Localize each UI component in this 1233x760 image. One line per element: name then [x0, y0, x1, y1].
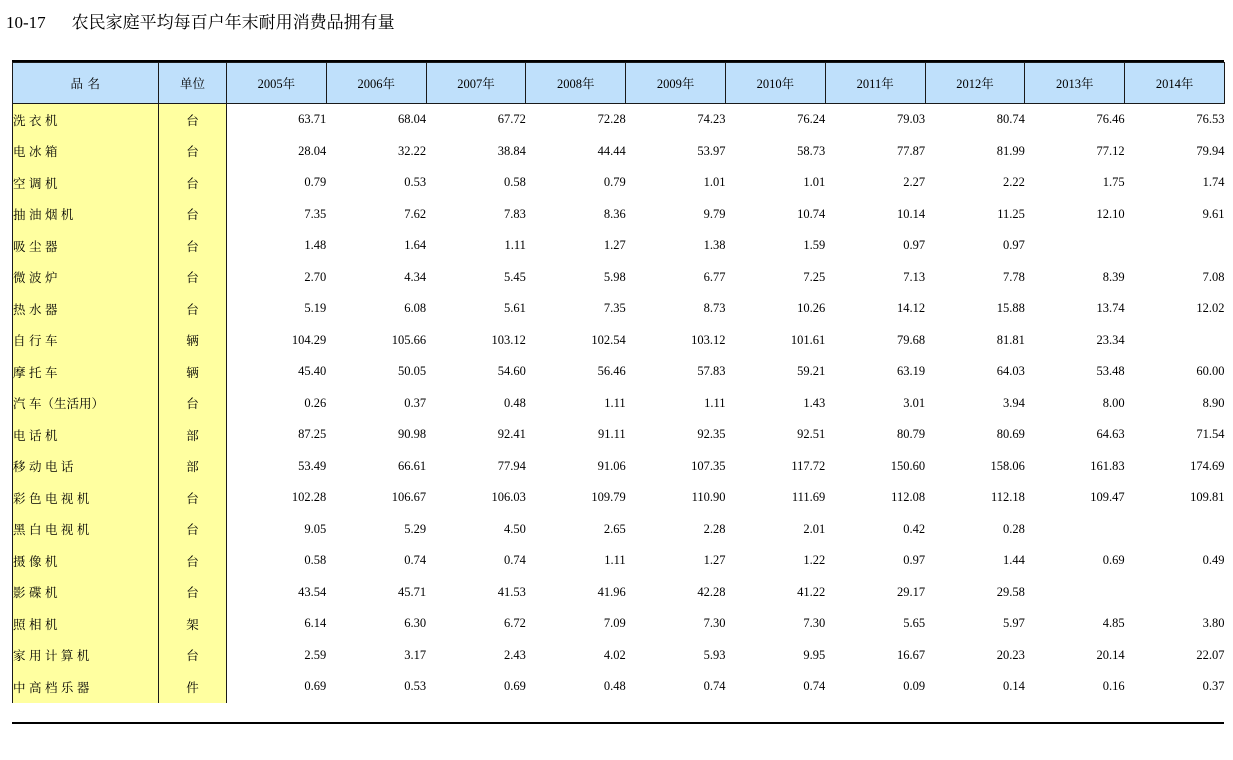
cell-value: 0.58: [227, 545, 327, 577]
cell-value: 16.67: [825, 640, 925, 672]
table-row: [13, 199, 1225, 231]
cell-value: 7.30: [626, 608, 726, 640]
cell-value: [1125, 325, 1225, 357]
cell-value: 174.69: [1125, 451, 1225, 483]
cell-value: 1.44: [925, 545, 1025, 577]
cell-value: 59.21: [725, 356, 825, 388]
cell-value: 10.74: [725, 199, 825, 231]
table-row: [13, 325, 1225, 357]
cell-value: 92.35: [626, 419, 726, 451]
durable-goods-table: [12, 62, 1225, 703]
cell-value: 76.24: [725, 104, 825, 136]
cell-value: 5.61: [426, 293, 526, 325]
cell-value: 0.69: [1025, 545, 1125, 577]
table-row: [13, 293, 1225, 325]
cell-value: 63.71: [227, 104, 327, 136]
cell-value: 67.72: [426, 104, 526, 136]
cell-value: 60.00: [1125, 356, 1225, 388]
cell-value: 1.11: [526, 545, 626, 577]
cell-value: 3.01: [825, 388, 925, 420]
table-row: [13, 136, 1225, 168]
cell-value: 0.37: [326, 388, 426, 420]
cell-value: 3.94: [925, 388, 1025, 420]
cell-value: 4.85: [1025, 608, 1125, 640]
row-label: 空 调 机: [13, 167, 159, 199]
cell-value: [1025, 577, 1125, 609]
table-row: [13, 104, 1225, 136]
cell-value: 58.73: [725, 136, 825, 168]
table-row: [13, 640, 1225, 672]
cell-value: 1.43: [725, 388, 825, 420]
cell-value: 2.59: [227, 640, 327, 672]
table-row: [13, 419, 1225, 451]
cell-value: 53.49: [227, 451, 327, 483]
row-unit: 架: [159, 608, 227, 640]
cell-value: 7.78: [925, 262, 1025, 294]
cell-value: 109.79: [526, 482, 626, 514]
cell-value: 158.06: [925, 451, 1025, 483]
cell-value: 77.12: [1025, 136, 1125, 168]
cell-value: 91.11: [526, 419, 626, 451]
row-unit: 台: [159, 262, 227, 294]
header-year-2005: 2005年: [227, 63, 327, 104]
cell-value: 110.90: [626, 482, 726, 514]
cell-value: 109.81: [1125, 482, 1225, 514]
cell-value: 8.39: [1025, 262, 1125, 294]
row-label: 中 高 档 乐 器: [13, 671, 159, 703]
cell-value: 0.37: [1125, 671, 1225, 703]
table-row: [13, 482, 1225, 514]
cell-value: 7.35: [526, 293, 626, 325]
row-label: 摩 托 车: [13, 356, 159, 388]
cell-value: 4.02: [526, 640, 626, 672]
row-unit: 台: [159, 388, 227, 420]
cell-value: 0.49: [1125, 545, 1225, 577]
cell-value: 81.81: [925, 325, 1025, 357]
cell-value: 1.22: [725, 545, 825, 577]
cell-value: 8.90: [1125, 388, 1225, 420]
cell-value: 0.53: [326, 671, 426, 703]
cell-value: 2.65: [526, 514, 626, 546]
cell-value: 105.66: [326, 325, 426, 357]
cell-value: 81.99: [925, 136, 1025, 168]
header-year-2009: 2009年: [626, 63, 726, 104]
cell-value: 102.28: [227, 482, 327, 514]
cell-value: 103.12: [626, 325, 726, 357]
cell-value: 5.19: [227, 293, 327, 325]
cell-value: 6.30: [326, 608, 426, 640]
cell-value: 5.97: [925, 608, 1025, 640]
cell-value: 5.98: [526, 262, 626, 294]
cell-value: 10.26: [725, 293, 825, 325]
header-row: [13, 63, 1225, 104]
cell-value: 0.69: [227, 671, 327, 703]
cell-value: 7.30: [725, 608, 825, 640]
cell-value: 66.61: [326, 451, 426, 483]
row-unit: 台: [159, 104, 227, 136]
table-row: [13, 671, 1225, 703]
cell-value: 2.70: [227, 262, 327, 294]
cell-value: 7.35: [227, 199, 327, 231]
cell-value: 90.98: [326, 419, 426, 451]
cell-value: 112.08: [825, 482, 925, 514]
row-label: 热 水 器: [13, 293, 159, 325]
cell-value: 2.22: [925, 167, 1025, 199]
cell-value: 9.95: [725, 640, 825, 672]
cell-value: 1.01: [725, 167, 825, 199]
cell-value: 4.50: [426, 514, 526, 546]
row-unit: 台: [159, 577, 227, 609]
cell-value: 1.48: [227, 230, 327, 262]
cell-value: 6.77: [626, 262, 726, 294]
row-unit: 部: [159, 451, 227, 483]
cell-value: 8.73: [626, 293, 726, 325]
table-row: [13, 388, 1225, 420]
row-label: 抽 油 烟 机: [13, 199, 159, 231]
cell-value: 74.23: [626, 104, 726, 136]
header-year-2006: 2006年: [326, 63, 426, 104]
cell-value: 7.83: [426, 199, 526, 231]
header-year-2011: 2011年: [825, 63, 925, 104]
cell-value: 9.05: [227, 514, 327, 546]
cell-value: 0.97: [825, 230, 925, 262]
cell-value: [1025, 230, 1125, 262]
cell-value: 41.22: [725, 577, 825, 609]
cell-value: 0.42: [825, 514, 925, 546]
cell-value: 2.27: [825, 167, 925, 199]
table-title-text: 农民家庭平均每百户年末耐用消费品拥有量: [71, 13, 395, 32]
header-year-2010: 2010年: [725, 63, 825, 104]
row-label: 洗 衣 机: [13, 104, 159, 136]
cell-value: 0.58: [426, 167, 526, 199]
cell-value: 79.03: [825, 104, 925, 136]
cell-value: 9.61: [1125, 199, 1225, 231]
cell-value: 77.87: [825, 136, 925, 168]
cell-value: 41.53: [426, 577, 526, 609]
cell-value: 79.94: [1125, 136, 1225, 168]
cell-value: 0.74: [326, 545, 426, 577]
cell-value: 7.25: [725, 262, 825, 294]
row-unit: 台: [159, 640, 227, 672]
header-unit: 单位: [159, 63, 227, 104]
table-row: [13, 514, 1225, 546]
cell-value: 29.17: [825, 577, 925, 609]
cell-value: 68.04: [326, 104, 426, 136]
cell-value: 80.74: [925, 104, 1025, 136]
cell-value: 44.44: [526, 136, 626, 168]
cell-value: 6.08: [326, 293, 426, 325]
cell-value: 20.23: [925, 640, 1025, 672]
cell-value: 71.54: [1125, 419, 1225, 451]
cell-value: 64.03: [925, 356, 1025, 388]
cell-value: 1.38: [626, 230, 726, 262]
cell-value: 117.72: [725, 451, 825, 483]
cell-value: 2.43: [426, 640, 526, 672]
cell-value: 0.14: [925, 671, 1025, 703]
row-label: 家 用 计 算 机: [13, 640, 159, 672]
cell-value: 0.28: [925, 514, 1025, 546]
cell-value: 0.79: [227, 167, 327, 199]
table-row: [13, 356, 1225, 388]
cell-value: 64.63: [1025, 419, 1125, 451]
row-unit: 台: [159, 167, 227, 199]
table-row: [13, 230, 1225, 262]
cell-value: 7.62: [326, 199, 426, 231]
table-row: [13, 451, 1225, 483]
cell-value: 0.26: [227, 388, 327, 420]
cell-value: 5.65: [825, 608, 925, 640]
cell-value: 92.51: [725, 419, 825, 451]
cell-value: 56.46: [526, 356, 626, 388]
cell-value: 103.12: [426, 325, 526, 357]
cell-value: 9.79: [626, 199, 726, 231]
cell-value: [1125, 514, 1225, 546]
cell-value: 7.13: [825, 262, 925, 294]
cell-value: 101.61: [725, 325, 825, 357]
row-label: 摄 像 机: [13, 545, 159, 577]
cell-value: 3.17: [326, 640, 426, 672]
cell-value: 0.09: [825, 671, 925, 703]
cell-value: 150.60: [825, 451, 925, 483]
cell-value: [1125, 577, 1225, 609]
cell-value: 1.75: [1025, 167, 1125, 199]
cell-value: 15.88: [925, 293, 1025, 325]
row-unit: 台: [159, 293, 227, 325]
cell-value: 13.74: [1025, 293, 1125, 325]
cell-value: 20.14: [1025, 640, 1125, 672]
cell-value: 0.53: [326, 167, 426, 199]
cell-value: 23.34: [1025, 325, 1125, 357]
cell-value: 14.12: [825, 293, 925, 325]
cell-value: 12.10: [1025, 199, 1125, 231]
cell-value: 91.06: [526, 451, 626, 483]
cell-value: 6.72: [426, 608, 526, 640]
cell-value: 4.34: [326, 262, 426, 294]
header-year-2008: 2008年: [526, 63, 626, 104]
table-row: [13, 545, 1225, 577]
cell-value: 1.11: [526, 388, 626, 420]
cell-value: 42.28: [626, 577, 726, 609]
row-label: 电 冰 箱: [13, 136, 159, 168]
cell-value: 12.02: [1125, 293, 1225, 325]
cell-value: 53.48: [1025, 356, 1125, 388]
cell-value: 1.27: [626, 545, 726, 577]
data-table-wrapper: [12, 62, 1224, 703]
row-unit: 件: [159, 671, 227, 703]
cell-value: 0.69: [426, 671, 526, 703]
cell-value: 92.41: [426, 419, 526, 451]
cell-value: 72.28: [526, 104, 626, 136]
cell-value: 0.97: [825, 545, 925, 577]
cell-value: 106.03: [426, 482, 526, 514]
cell-value: 80.69: [925, 419, 1025, 451]
cell-value: 5.29: [326, 514, 426, 546]
cell-value: 5.93: [626, 640, 726, 672]
cell-value: 0.79: [526, 167, 626, 199]
cell-value: 0.97: [925, 230, 1025, 262]
cell-value: 0.48: [426, 388, 526, 420]
cell-value: 8.36: [526, 199, 626, 231]
row-unit: 台: [159, 230, 227, 262]
cell-value: 79.68: [825, 325, 925, 357]
cell-value: 0.16: [1025, 671, 1125, 703]
row-label: 吸 尘 器: [13, 230, 159, 262]
cell-value: 102.54: [526, 325, 626, 357]
header-year-2014: 2014年: [1125, 63, 1225, 104]
cell-value: 109.47: [1025, 482, 1125, 514]
cell-value: 7.09: [526, 608, 626, 640]
cell-value: 80.79: [825, 419, 925, 451]
cell-value: 0.48: [526, 671, 626, 703]
row-label: 黑 白 电 视 机: [13, 514, 159, 546]
row-unit: 台: [159, 136, 227, 168]
table-row: [13, 577, 1225, 609]
row-label: 自 行 车: [13, 325, 159, 357]
cell-value: 107.35: [626, 451, 726, 483]
cell-value: 3.80: [1125, 608, 1225, 640]
table-row: [13, 608, 1225, 640]
cell-value: 1.64: [326, 230, 426, 262]
cell-value: 0.74: [626, 671, 726, 703]
cell-value: 10.14: [825, 199, 925, 231]
cell-value: 112.18: [925, 482, 1025, 514]
cell-value: 1.01: [626, 167, 726, 199]
cell-value: 7.08: [1125, 262, 1225, 294]
row-unit: 台: [159, 482, 227, 514]
cell-value: 1.11: [626, 388, 726, 420]
cell-value: 57.83: [626, 356, 726, 388]
cell-value: 45.71: [326, 577, 426, 609]
cell-value: 1.59: [725, 230, 825, 262]
cell-value: 5.45: [426, 262, 526, 294]
cell-value: 1.74: [1125, 167, 1225, 199]
table-row: [13, 262, 1225, 294]
cell-value: [1125, 230, 1225, 262]
row-unit: 辆: [159, 325, 227, 357]
cell-value: 8.00: [1025, 388, 1125, 420]
cell-value: 28.04: [227, 136, 327, 168]
row-unit: 台: [159, 199, 227, 231]
cell-value: 2.01: [725, 514, 825, 546]
cell-value: 63.19: [825, 356, 925, 388]
cell-value: 43.54: [227, 577, 327, 609]
row-label: 微 波 炉: [13, 262, 159, 294]
cell-value: 54.60: [426, 356, 526, 388]
row-label: 电 话 机: [13, 419, 159, 451]
row-unit: 台: [159, 545, 227, 577]
bottom-rule: [12, 722, 1224, 724]
cell-value: 111.69: [725, 482, 825, 514]
header-name: 品 名: [13, 63, 159, 104]
row-label: 彩 色 电 视 机: [13, 482, 159, 514]
header-year-2013: 2013年: [1025, 63, 1125, 104]
cell-value: 29.58: [925, 577, 1025, 609]
cell-value: 77.94: [426, 451, 526, 483]
cell-value: [1025, 514, 1125, 546]
table-row: [13, 167, 1225, 199]
cell-value: 76.46: [1025, 104, 1125, 136]
header-year-2012: 2012年: [925, 63, 1025, 104]
cell-value: 53.97: [626, 136, 726, 168]
cell-value: 1.27: [526, 230, 626, 262]
row-label: 汽 车（生活用）: [13, 388, 159, 420]
row-unit: 部: [159, 419, 227, 451]
cell-value: 1.11: [426, 230, 526, 262]
cell-value: 104.29: [227, 325, 327, 357]
row-unit: 台: [159, 514, 227, 546]
page-title: [0, 0, 1233, 33]
row-label: 影 碟 机: [13, 577, 159, 609]
row-unit: 辆: [159, 356, 227, 388]
header-year-2007: 2007年: [426, 63, 526, 104]
cell-value: 50.05: [326, 356, 426, 388]
cell-value: 76.53: [1125, 104, 1225, 136]
cell-value: 161.83: [1025, 451, 1125, 483]
cell-value: 22.07: [1125, 640, 1225, 672]
cell-value: 106.67: [326, 482, 426, 514]
cell-value: 0.74: [426, 545, 526, 577]
table-header: [13, 63, 1225, 104]
cell-value: 38.84: [426, 136, 526, 168]
cell-value: 41.96: [526, 577, 626, 609]
cell-value: 87.25: [227, 419, 327, 451]
table-number: 10-17: [6, 13, 46, 32]
table-body: [13, 104, 1225, 703]
cell-value: 11.25: [925, 199, 1025, 231]
cell-value: 2.28: [626, 514, 726, 546]
cell-value: 0.74: [725, 671, 825, 703]
row-label: 照 相 机: [13, 608, 159, 640]
row-label: 移 动 电 话: [13, 451, 159, 483]
cell-value: 6.14: [227, 608, 327, 640]
cell-value: 45.40: [227, 356, 327, 388]
cell-value: 32.22: [326, 136, 426, 168]
